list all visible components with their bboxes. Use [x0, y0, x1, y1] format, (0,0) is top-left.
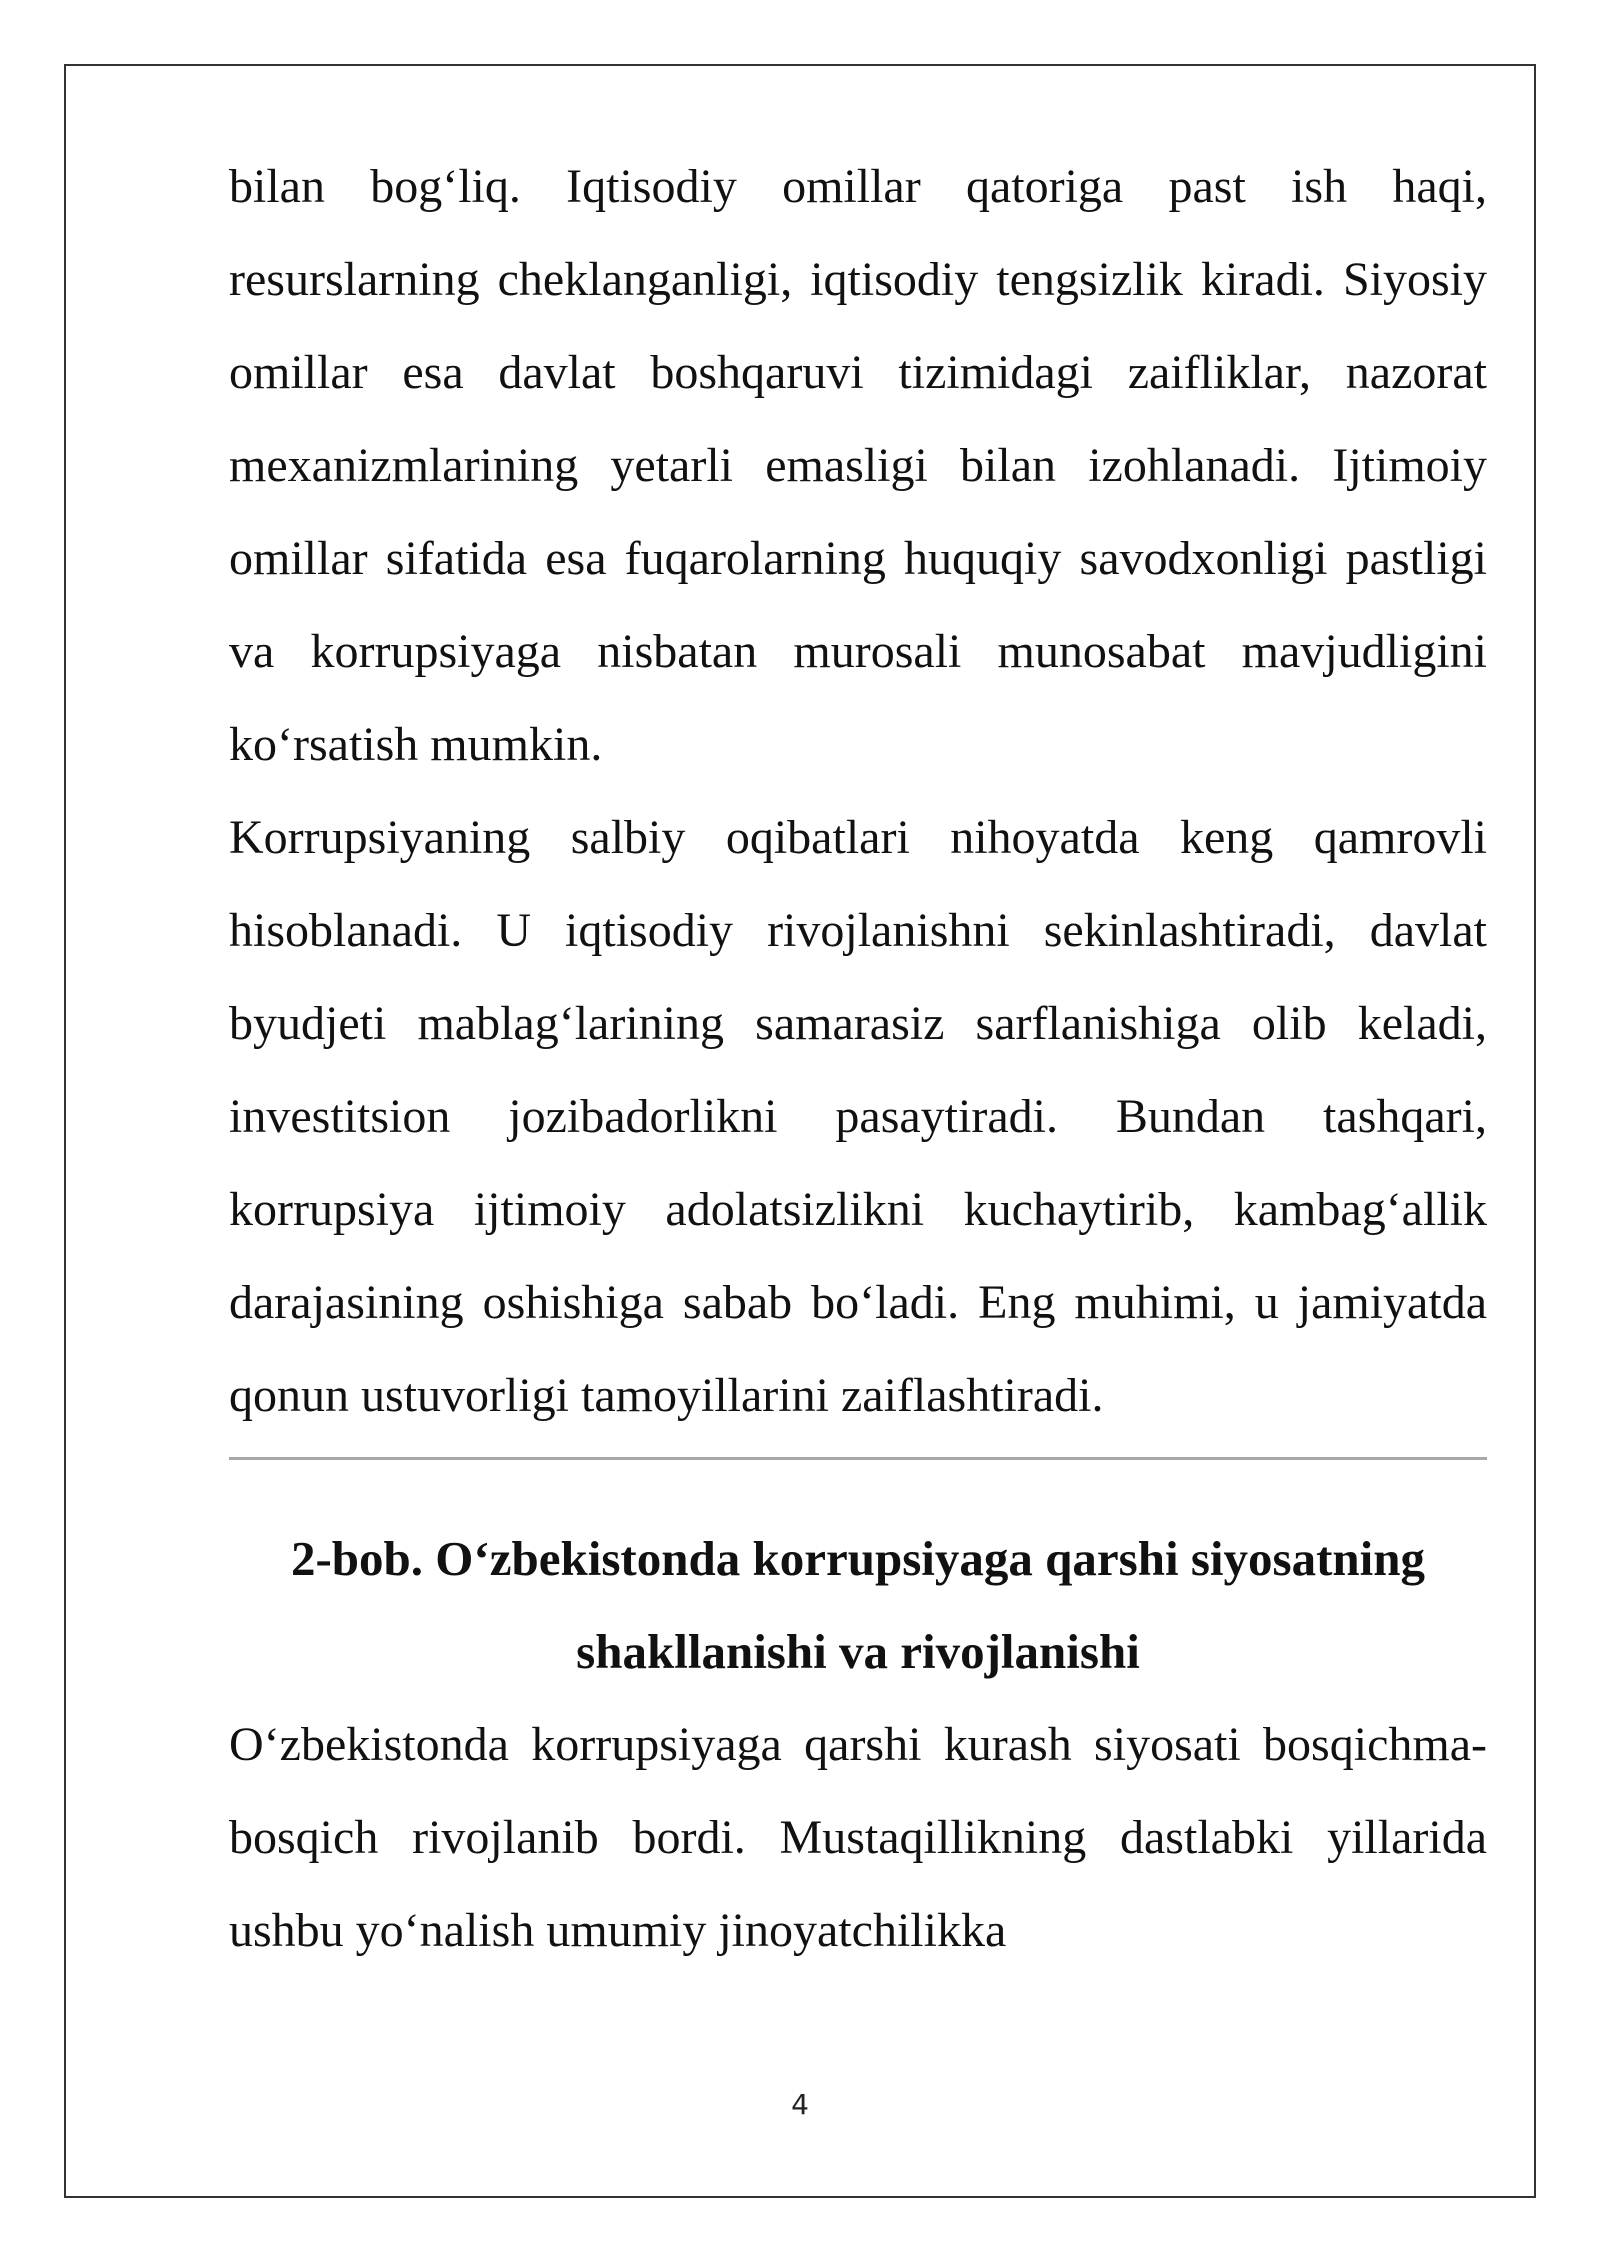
chapter-heading: 2-bob. O‘zbekistonda korrupsiyaga qarshi siyosatning shakllanishi va rivojlanishi — [290, 1531, 1426, 1679]
page-body — [229, 140, 1487, 1977]
paragraph-causes: bilan bog‘liq. Iqtisodiy omillar qatoriga past ish haqi, resurslarning cheklanganligi, iqtisodiy tengsizlik kiradi. Siyosiy omillar esa davlat boshqaruvi tizimidagi zaifliklar, nazorat mexanizmlarining yetarli emasligi bilan izohlanadi. Ijtimoiy omillar sifatida esa fuqarolarning huquqiy savodxonligi pastligi va korrupsiyaga nisbatan murosali munosabat mavjudligini ko‘rsatish mumkin. — [229, 160, 1487, 771]
paragraph-consequences: Korrupsiyaning salbiy oqibatlari nihoyatda keng qamrovli hisoblanadi. U iqtisodiy rivojlanishni sekinlashtiradi, davlat byudjeti mablag‘larining samarasiz sarflanishiga olib keladi, investitsion jozibadorlikni pasaytiradi. Bundan tashqari, korrupsiya ijtimoiy adolatsizlikni kuchaytirib, kambag‘allik darajasining oshishiga sabab bo‘ladi. Eng muhimi, u jamiyatda qonun ustuvorligi tamoyillarini zaiflashtiradi. — [229, 811, 1487, 1422]
section-divider — [229, 1457, 1487, 1460]
paragraph-chapter-intro: O‘zbekistonda korrupsiyaga qarshi kurash siyosati bosqichma-bosqich rivojlanib bordi. Mustaqillikning dastlabki yillarida ushbu yo‘nalish umumiy jinoyatchilikka — [229, 1718, 1487, 1957]
page-number: 4 — [791, 2088, 809, 2121]
